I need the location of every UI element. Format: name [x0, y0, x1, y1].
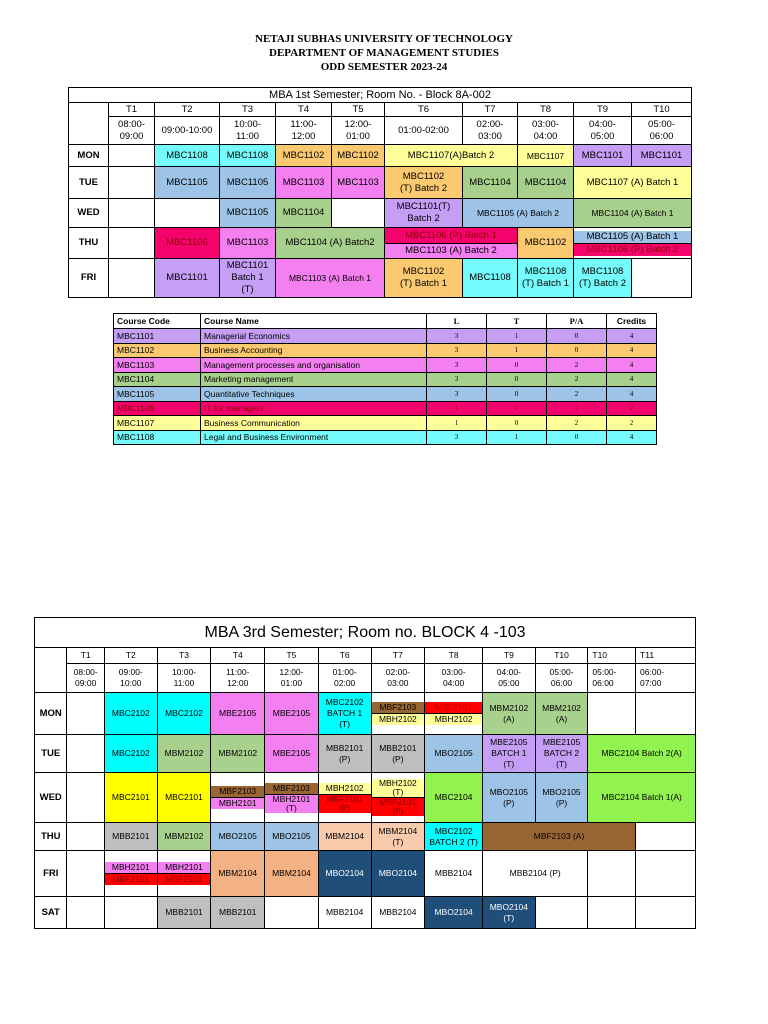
class-cell: MBC1102 (T) Batch 2	[385, 167, 463, 199]
credits: 4	[607, 358, 657, 373]
split-cell	[211, 773, 265, 823]
slot-label: T10	[535, 648, 588, 664]
class-cell: MBH2101	[211, 797, 264, 809]
sem3-row-fri	[35, 851, 696, 897]
day-label: WED	[35, 773, 67, 823]
class-cell: MBF2101	[425, 702, 482, 713]
split-cell	[574, 228, 692, 259]
slot-label: T6	[385, 103, 463, 117]
class-cell: MBC1103 (A) Batch 1	[276, 259, 385, 298]
time-label: 08:00- 09:00	[67, 664, 105, 693]
credits: 4	[607, 329, 657, 344]
time-label: 10:00- 11:00	[157, 664, 211, 693]
class-cell: MBO2104	[318, 851, 371, 897]
sem1-row-thu	[69, 228, 692, 259]
split-cell	[371, 773, 425, 823]
class-cell: MBC1105	[220, 199, 276, 228]
slot-label: T10	[588, 648, 636, 664]
time-label: 04:00- 05:00	[574, 117, 632, 145]
slot-label: T4	[276, 103, 332, 117]
class-cell: MBC2102 BATCH 1 (T)	[318, 693, 371, 735]
course-table	[113, 313, 657, 445]
class-cell: MBC1104	[276, 199, 332, 228]
time-label: 09:00- 10:00	[104, 664, 157, 693]
sem1-row-tue	[69, 167, 692, 199]
credits: 4	[607, 387, 657, 402]
class-cell: MBB2101 (P)	[371, 735, 425, 773]
slot-label: T8	[518, 103, 574, 117]
class-cell: MBB2101	[211, 897, 265, 929]
slot-label: T9	[574, 103, 632, 117]
slot-label: T3	[157, 648, 211, 664]
course-row	[114, 358, 657, 373]
day-label: MON	[69, 145, 109, 167]
class-cell: MBH2102	[372, 713, 425, 725]
class-cell: MBC1101	[632, 145, 692, 167]
day-label: THU	[35, 823, 67, 851]
time-label: 05:00- 06:00	[535, 664, 588, 693]
tutorial-hours: 0	[487, 387, 547, 402]
time-label: 12:00- 01:00	[265, 664, 319, 693]
tutorial-hours: 0	[487, 416, 547, 431]
class-cell: MBE2105 BATCH 1 (T)	[482, 735, 535, 773]
course-row	[114, 401, 657, 416]
time-label: 11:00- 12:00	[211, 664, 265, 693]
semester-title: ODD SEMESTER 2023-24	[320, 61, 448, 73]
time-label: 09:00-10:00	[155, 117, 220, 145]
class-cell: MBC1107	[518, 145, 574, 167]
course-name: Quantitative Techniques	[201, 387, 427, 402]
slot-label: T7	[463, 103, 518, 117]
class-cell: MBO2105 (P)	[482, 773, 535, 823]
class-cell: MBC1102	[276, 145, 332, 167]
slot-label: T1	[67, 648, 105, 664]
column-header: Course Code	[114, 314, 201, 329]
time-label: 02:00- 03:00	[463, 117, 518, 145]
department-title: DEPARTMENT OF MANAGEMENT STUDIES	[269, 47, 499, 59]
course-header-row	[114, 314, 657, 329]
university-title: NETAJI SUBHAS UNIVERSITY OF TECHNOLOGY	[255, 33, 513, 45]
class-cell: MBC1102	[518, 228, 574, 259]
class-cell: MBC1104	[518, 167, 574, 199]
class-cell: MBC2101	[104, 773, 157, 823]
day-label: WED	[69, 199, 109, 228]
class-cell: MBC2104 Batch 2(A)	[588, 735, 696, 773]
class-cell: MBC2104 Batch 1(A)	[588, 773, 696, 823]
sem1-timetable	[68, 87, 692, 298]
class-cell: MBH2102 (T)	[372, 779, 425, 797]
slot-label: T10	[632, 103, 692, 117]
class-cell: MBO2104 (T)	[482, 897, 535, 929]
class-cell: MBC1101 Batch 1 (T)	[220, 259, 276, 298]
class-cell: MBB2104	[371, 897, 425, 929]
sem3-row-wed	[35, 773, 696, 823]
slot-label: T9	[482, 648, 535, 664]
split-cell	[318, 773, 371, 823]
class-cell: MBH2101 (T)	[265, 794, 318, 813]
credits: 2	[607, 401, 657, 416]
class-cell: MBH2101	[158, 862, 211, 873]
class-cell: MBM2104	[265, 851, 319, 897]
day-label: FRI	[69, 259, 109, 298]
time-label: 10:00- 11:00	[220, 117, 276, 145]
class-cell: MBC2102	[104, 735, 157, 773]
class-cell: MBO2105	[425, 735, 483, 773]
class-cell: MBC1107 (A) Batch 1	[574, 167, 692, 199]
tutorial-hours: 0	[487, 372, 547, 387]
slot-label: T6	[318, 648, 371, 664]
class-cell: MBC1105 (A) Batch 1	[574, 231, 691, 243]
class-cell: MBC1104	[463, 167, 518, 199]
lecture-hours: 3	[427, 329, 487, 344]
course-row	[114, 343, 657, 358]
class-cell: MBC1104 (A) Batch 1	[574, 199, 692, 228]
class-cell: MBC1104 (A) Batch2	[276, 228, 385, 259]
time-label: 01:00- 02:00	[318, 664, 371, 693]
course-code: MBC1102	[114, 343, 201, 358]
lecture-hours: 3	[427, 358, 487, 373]
slot-label: T4	[211, 648, 265, 664]
class-cell: MBF2101	[105, 873, 157, 885]
class-cell: MBC1108	[155, 145, 220, 167]
class-cell: MBE2105	[265, 735, 319, 773]
slot-label: T3	[220, 103, 276, 117]
class-cell: MBO2104	[425, 897, 483, 929]
sem1-title: MBA 1st Semester; Room No. - Block 8A-002	[69, 88, 692, 103]
class-cell: MBC1106 (P) Batch 1	[385, 228, 517, 243]
split-cell	[157, 851, 211, 897]
time-label: 03:00- 04:00	[425, 664, 483, 693]
tutorial-hours: 0	[487, 401, 547, 416]
lecture-hours: 3	[427, 387, 487, 402]
class-cell: MBM2102 (A)	[482, 693, 535, 735]
sem1-row-wed	[69, 199, 692, 228]
course-row	[114, 430, 657, 445]
class-cell: MBC1108 (T) Batch 1	[518, 259, 574, 298]
column-header: P/A	[547, 314, 607, 329]
practical-hours: 2	[547, 401, 607, 416]
slot-label: T7	[371, 648, 425, 664]
practical-hours: 0	[547, 329, 607, 344]
course-row	[114, 416, 657, 431]
lecture-hours: 1	[427, 416, 487, 431]
class-cell: MBH2101	[105, 862, 157, 873]
class-cell: MBF2101 (P)	[319, 794, 371, 813]
column-header: T	[487, 314, 547, 329]
class-cell: MBC1101	[155, 259, 220, 298]
class-cell: MBC1103	[220, 228, 276, 259]
lecture-hours: 3	[427, 372, 487, 387]
time-label: 05:00- 06:00	[632, 117, 692, 145]
class-cell: MBC2102	[157, 693, 211, 735]
slot-label: T11	[636, 648, 696, 664]
course-code: MBC1105	[114, 387, 201, 402]
class-cell: MBM2102	[157, 735, 211, 773]
column-header: Credits	[607, 314, 657, 329]
time-label: 03:00- 04:00	[518, 117, 574, 145]
course-code: MBC1108	[114, 430, 201, 445]
course-row	[114, 372, 657, 387]
class-cell: MBC1105	[155, 167, 220, 199]
course-code: MBC1104	[114, 372, 201, 387]
class-cell: MBF2103	[265, 783, 318, 794]
class-cell: MBB2104	[425, 851, 483, 897]
course-name: Legal and Business Environment	[201, 430, 427, 445]
lecture-hours: 3	[427, 343, 487, 358]
class-cell: MBO2105 (P)	[535, 773, 588, 823]
lecture-hours: 1	[427, 401, 487, 416]
class-cell: MBC1102 (T) Batch 1	[385, 259, 463, 298]
day-label: TUE	[35, 735, 67, 773]
class-cell: MBF2101 (P)	[372, 797, 425, 816]
class-cell: MBE2105 BATCH 2 (T)	[535, 735, 588, 773]
class-cell: MBE2105	[211, 693, 265, 735]
class-cell: MBC1103 (A) Batch 2	[385, 243, 517, 258]
tutorial-hours: 1	[487, 329, 547, 344]
split-cell	[425, 693, 483, 735]
class-cell: MBC1108 (T) Batch 2	[574, 259, 632, 298]
class-cell: MBO2105	[211, 823, 265, 851]
sem3-row-sat	[35, 897, 696, 929]
class-cell: MBE2105	[265, 693, 319, 735]
tutorial-hours: 1	[487, 430, 547, 445]
time-label: 05:00- 06:00	[588, 664, 636, 693]
class-cell: MBF2103 (A)	[482, 823, 635, 851]
sem3-time-row	[35, 664, 696, 693]
class-cell: MBC1103	[332, 167, 385, 199]
class-cell: MBB2104 (P)	[482, 851, 587, 897]
class-cell: MBB2104	[318, 897, 371, 929]
class-cell: MBH2102	[319, 783, 371, 794]
class-cell: MBM2102 (A)	[535, 693, 588, 735]
credits: 4	[607, 372, 657, 387]
sem3-timetable	[34, 617, 696, 929]
slot-label: T5	[332, 103, 385, 117]
time-label: 04:00- 05:00	[482, 664, 535, 693]
sem1-slot-row	[69, 103, 692, 117]
lecture-hours: 3	[427, 430, 487, 445]
course-name: Managerial Economics	[201, 329, 427, 344]
class-cell: MBC1106 (P) Batch 2	[574, 243, 691, 256]
day-label: TUE	[69, 167, 109, 199]
practical-hours: 2	[547, 372, 607, 387]
credits: 2	[607, 416, 657, 431]
day-label: SAT	[35, 897, 67, 929]
course-name: Management processes and organisation	[201, 358, 427, 373]
class-cell: MBC1101(T) Batch 2	[385, 199, 463, 228]
class-cell: MBF2103	[211, 786, 264, 797]
split-cell	[385, 228, 518, 259]
slot-label: T2	[155, 103, 220, 117]
time-label: 12:00- 01:00	[332, 117, 385, 145]
course-code: MBC1103	[114, 358, 201, 373]
class-cell: MBM2104 (T)	[371, 823, 425, 851]
class-cell: MBC1108	[220, 145, 276, 167]
day-label: MON	[35, 693, 67, 735]
practical-hours: 2	[547, 358, 607, 373]
class-cell: MBB2101	[157, 897, 211, 929]
practical-hours: 0	[547, 343, 607, 358]
class-cell: MBM2104	[211, 851, 265, 897]
class-cell: MBO2104	[371, 851, 425, 897]
class-cell: MBC1103	[276, 167, 332, 199]
class-cell: MBC2102	[104, 693, 157, 735]
course-name: Marketing management	[201, 372, 427, 387]
class-cell: MBF2103	[372, 702, 425, 713]
split-cell	[371, 693, 425, 735]
sem3-title: MBA 3rd Semester; Room no. BLOCK 4 -103	[35, 618, 696, 648]
course-code: MBC1107	[114, 416, 201, 431]
split-cell	[265, 773, 319, 823]
day-label: FRI	[35, 851, 67, 897]
class-cell: MBC1105 (A) Batch 2	[463, 199, 574, 228]
credits: 4	[607, 430, 657, 445]
class-cell: MBC1105	[220, 167, 276, 199]
class-cell: MBC2104	[425, 773, 483, 823]
tutorial-hours: 0	[487, 358, 547, 373]
class-cell: MBC2101	[157, 773, 211, 823]
class-cell: MBM2102	[211, 735, 265, 773]
class-cell: MBM2102	[157, 823, 211, 851]
course-code: MBC1101	[114, 329, 201, 344]
class-cell: MBC1106	[155, 228, 220, 259]
credits: 4	[607, 343, 657, 358]
sem1-time-row	[69, 117, 692, 145]
course-row	[114, 329, 657, 344]
column-header: Course Name	[201, 314, 427, 329]
course-name: Business Communication	[201, 416, 427, 431]
course-name: Business Accounting	[201, 343, 427, 358]
time-label: 11:00- 12:00	[276, 117, 332, 145]
slot-label: T1	[109, 103, 155, 117]
class-cell: MBB2101 (P)	[318, 735, 371, 773]
class-cell: MBC1108	[463, 259, 518, 298]
practical-hours: 2	[547, 416, 607, 431]
sem3-row-mon	[35, 693, 696, 735]
time-label: 06:00- 07:00	[636, 664, 696, 693]
sem1-row-fri	[69, 259, 692, 298]
tutorial-hours: 1	[487, 343, 547, 358]
class-cell: MBM2104	[318, 823, 371, 851]
class-cell: MBC1102	[332, 145, 385, 167]
time-label: 02:00- 03:00	[371, 664, 425, 693]
time-label: 08:00- 09:00	[109, 117, 155, 145]
slot-label: T8	[425, 648, 483, 664]
split-cell	[104, 851, 157, 897]
course-name: IT for managers	[201, 401, 427, 416]
sem3-row-tue	[35, 735, 696, 773]
course-row	[114, 387, 657, 402]
class-cell: MBF2101	[158, 873, 211, 885]
sem1-row-mon	[69, 145, 692, 167]
class-cell: MBO2105	[265, 823, 319, 851]
class-cell: MBB2101	[104, 823, 157, 851]
column-header: L	[427, 314, 487, 329]
class-cell: MBH2102	[425, 713, 482, 725]
sem3-slot-row	[35, 648, 696, 664]
sem3-row-thu	[35, 823, 696, 851]
day-label: THU	[69, 228, 109, 259]
class-cell: MBC1101	[574, 145, 632, 167]
slot-label: T2	[104, 648, 157, 664]
practical-hours: 2	[547, 387, 607, 402]
time-label: 01:00-02:00	[385, 117, 463, 145]
practical-hours: 0	[547, 430, 607, 445]
course-code: MBC1106	[114, 401, 201, 416]
class-cell: MBC2102 BATCH 2 (T)	[425, 823, 483, 851]
class-cell: MBC1107(A)Batch 2	[385, 145, 518, 167]
slot-label: T5	[265, 648, 319, 664]
